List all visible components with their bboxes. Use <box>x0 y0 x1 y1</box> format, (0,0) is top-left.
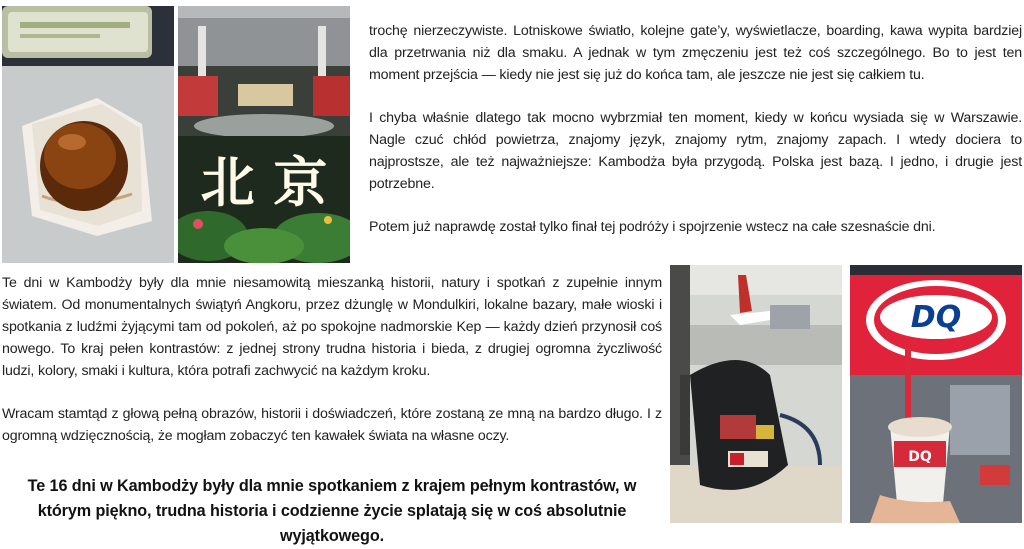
photo-airplane-backpack <box>670 265 842 523</box>
article-top-text <box>369 20 1022 238</box>
paragraph: Te dni w Kambodży były dla mnie niesamowitą mieszanką historii, natury i spotkań z zupełnie innym światem. Od monumentalnych świątyń Angkoru, przez dżunglę w Mondulkiri, lokalne bazary, małe wioski i spotkania z ludźmi żyjącymi tam od pokoleń, aż po spokojne nadmorskie Kep — każdy dzień przynosił coś nowego. To kraj pełen kontrastów: z jednej strony trudna historia i bieda, z drugiej ogromna życzliwość ludzi, kolory, smaki i kultura, która potrafi zachwycić na każdym kroku. <box>2 275 662 379</box>
photo-beijing-airport <box>178 6 350 263</box>
photo-dq-dessert <box>850 265 1022 523</box>
airplane-photo-image <box>670 265 842 523</box>
dq-photo-image <box>850 265 1022 523</box>
article-conclusion: Te 16 dni w Kambodży były dla mnie spotkaniem z krajem pełnym kontrastów, w którym piękno, trudna historia i codzienne życie splatają się w coś absolutnie wyjątkowego. <box>27 477 637 545</box>
food-photo-image <box>2 6 174 263</box>
paragraph: Potem już naprawdę został tylko finał tej podróży i spojrzenie wstecz na całe szesnaście dni. <box>369 219 936 235</box>
paragraph: Wracam stamtąd z głową pełną obrazów, historii i doświadczeń, które zostaną ze mną na bardzo długo. I z ogromną wdzięcznością, że mogłam zobaczyć ten kawałek świata na własne oczy. <box>2 406 662 444</box>
photo-food <box>2 6 174 263</box>
paragraph: trochę nierzeczywiste. Lotniskowe światło, kolejne gate’y, wyświetlacze, boarding, kawa wypita bardziej dla przetrwania niż dla smaku. A jednak w tym zmęczeniu jest też coś szczególnego. Bo to jest ten moment przejścia — kiedy nie jest się już do końca tam, ale jeszcze nie jest się całkiem tu. <box>369 23 1022 83</box>
dq-cup-text: DQ <box>908 449 932 465</box>
dq-logo-text: DQ <box>910 300 962 335</box>
paragraph: I chyba właśnie dlatego tak mocno wybrzmiał ten moment, kiedy w końcu wysiada się w Warszawie. Nagle czuć chłód powietrza, znajomy język, znajomy rytm, znajomy zapach. I wtedy dociera to najprostsze, ale też najważniejsze: Kambodża była przygodą. Polska jest bazą. I jedno, i drugie jest potrzebne. <box>369 110 1022 192</box>
article-bottom-text <box>2 272 662 447</box>
beijing-sign-text: 北 京 <box>200 151 328 214</box>
beijing-photo-image <box>178 6 350 263</box>
